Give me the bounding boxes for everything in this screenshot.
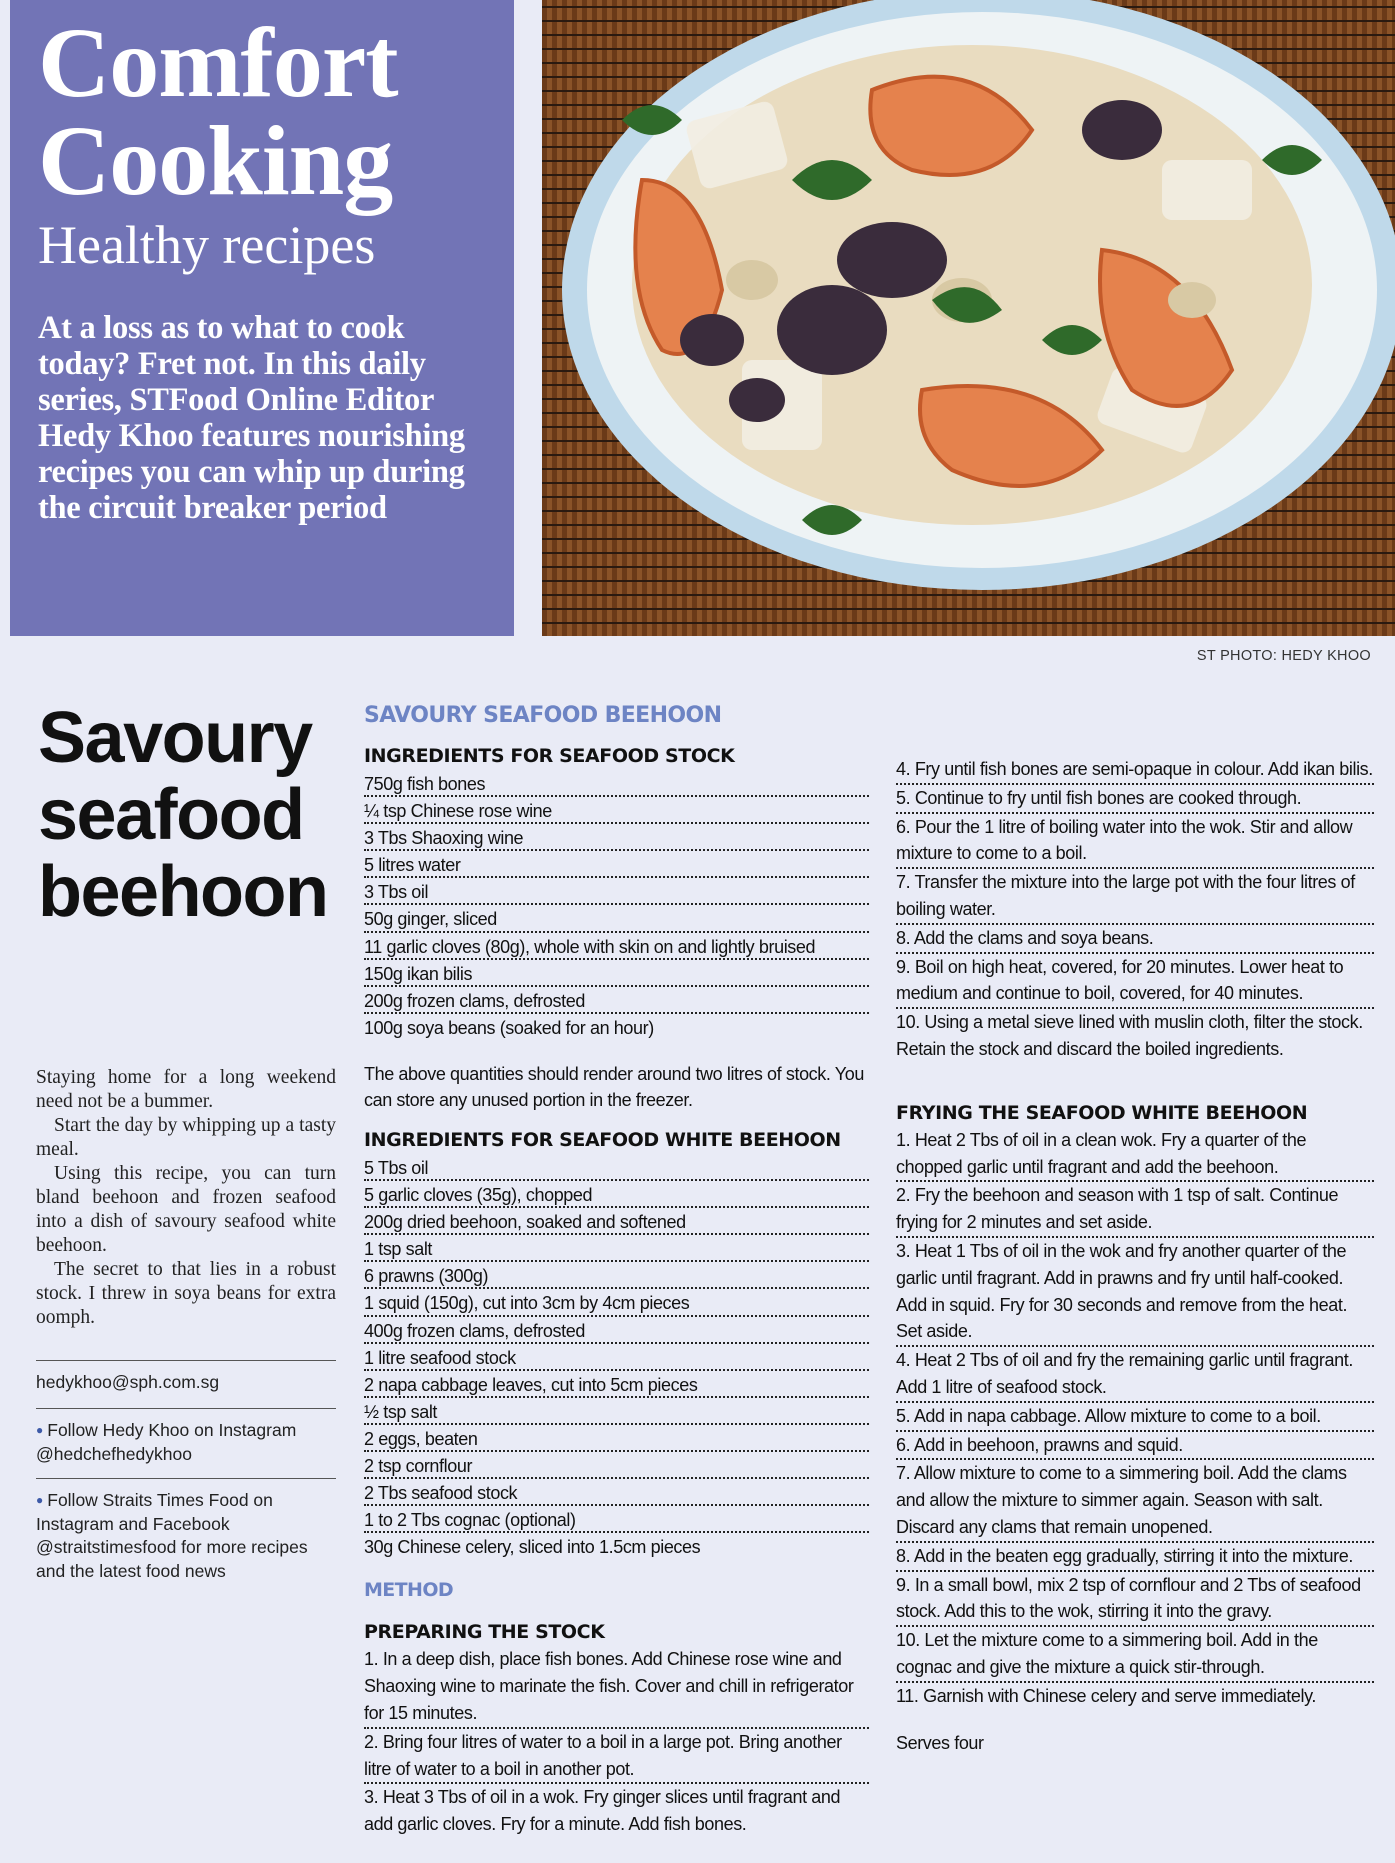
seafood-dish-illustration	[542, 0, 1395, 636]
ingredient-item: 2 napa cabbage leaves, cut into 5cm pieces	[364, 1371, 869, 1398]
series-banner	[10, 0, 514, 636]
ingredient-item: 3 Tbs Shaoxing wine	[364, 824, 869, 851]
serves: Serves four	[896, 1732, 984, 1753]
hero-photo	[542, 0, 1395, 636]
ingredient-item: 200g frozen clams, defrosted	[364, 987, 869, 1014]
ingredient-item: 100g soya beans (soaked for an hour)	[364, 1017, 654, 1038]
lede-paragraph: The secret to that lies in a robust stock. I threw in soya beans for extra oomph.	[36, 1259, 336, 1328]
stock-ingredients-list	[364, 770, 869, 1041]
method-step: 9. Boil on high heat, covered, for 20 minutes. Lower heat to medium and continue to boil, covered, for 40 minutes.	[896, 954, 1374, 1010]
ingredients-column	[364, 700, 869, 1835]
method-step: 6. Pour the 1 litre of boiling water into the wok. Stir and allow mixture to come to a boil.	[896, 814, 1374, 870]
beehoon-ingredients-list	[364, 1154, 869, 1560]
preparing-heading: PREPARING THE STOCK	[364, 1621, 605, 1644]
banner-subtitle: Healthy recipes	[38, 215, 376, 275]
photo-credit: ST PHOTO: HEDY KHOO	[1196, 648, 1371, 664]
lede-paragraph: Using this recipe, you can turn bland beehoon and frozen seafood into a dish of savoury seafood white beehoon.	[36, 1163, 336, 1256]
stock-steps-mid	[364, 1646, 869, 1835]
stock-note: The above quantities should render around two litres of stock. You can store any unused portion in the freezer.	[364, 1063, 864, 1111]
method-step: 3. Heat 3 Tbs of oil in a wok. Fry ginger slices until fragrant and add garlic cloves. Fry for a minute. Add fish bones.	[364, 1787, 841, 1835]
ingredient-item: 2 tsp cornflour	[364, 1452, 869, 1479]
method-step: 8. Add in the beaten egg gradually, stirring it into the mixture.	[896, 1543, 1374, 1572]
method-step: 10. Using a metal sieve lined with muslin cloth, filter the stock. Retain the stock and discard the boiled ingredients.	[896, 1012, 1363, 1059]
ingredient-item: 1 to 2 Tbs cognac (optional)	[364, 1506, 869, 1533]
lede-text	[36, 1066, 336, 1330]
method-step: 5. Add in napa cabbage. Allow mixture to come to a boil.	[896, 1403, 1374, 1432]
ingredient-item: 2 eggs, beaten	[364, 1425, 869, 1452]
bullet-icon: ●	[36, 1423, 44, 1437]
method-step: 2. Bring four litres of water to a boil in a large pot. Bring another litre of water to a boil in another pot.	[364, 1729, 869, 1785]
method-step: 10. Let the mixture come to a simmering boil. Add in the cognac and give the mixture a quick stir-through.	[896, 1627, 1374, 1683]
frying-heading: FRYING THE SEAFOOD WHITE BEEHOON	[896, 1101, 1308, 1124]
beehoon-heading: INGREDIENTS FOR SEAFOOD WHITE BEEHOON	[364, 1128, 841, 1151]
ingredient-item: 50g ginger, sliced	[364, 905, 869, 932]
section-title: SAVOURY SEAFOOD BEEHOON	[364, 703, 722, 728]
ingredient-item: 1 litre seafood stock	[364, 1344, 869, 1371]
ingredient-item: 5 garlic cloves (35g), chopped	[364, 1181, 869, 1208]
method-step: 3. Heat 1 Tbs of oil in the wok and fry another quarter of the garlic until fragrant. Add in prawns and fry until half-cooked. Add in squid. Fry for 30 seconds and remove from the heat. Set aside.	[896, 1238, 1374, 1347]
banner-intro: At a loss as to what to cook today? Fret not. In this daily series, STFood Online Editor Hedy Khoo features nourishing recipes you can whip up during the circuit breaker period	[38, 310, 465, 526]
ingredient-item: 1 squid (150g), cut into 3cm by 4cm pieces	[364, 1289, 869, 1316]
ingredient-item: 750g fish bones	[364, 770, 869, 797]
ingredient-item: 2 Tbs seafood stock	[364, 1479, 869, 1506]
bullet-icon: ●	[36, 1493, 44, 1507]
ingredient-item: 6 prawns (300g)	[364, 1262, 869, 1289]
ingredient-item: 3 Tbs oil	[364, 878, 869, 905]
lede-paragraph: Start the day by whipping up a tasty meal.	[36, 1115, 336, 1160]
lede-paragraph: Staying home for a long weekend need not be a bummer.	[36, 1067, 336, 1112]
ingredient-item: 150g ikan bilis	[364, 960, 869, 987]
ingredient-item: ½ tsp salt	[364, 1398, 869, 1425]
method-step: 1. In a deep dish, place fish bones. Add Chinese rose wine and Shaoxing wine to marinate the fish. Cover and chill in refrigerator for 15 minutes.	[364, 1646, 869, 1728]
follow-author-text: Follow Hedy Khoo on Instagram @hedchefhedykhoo	[36, 1420, 297, 1464]
method-step: 2. Fry the beehoon and season with 1 tsp of salt. Continue frying for 2 minutes and set aside.	[896, 1182, 1374, 1238]
ingredient-item: 5 litres water	[364, 851, 869, 878]
intro-column	[36, 1066, 336, 1595]
ingredient-item: ¼ tsp Chinese rose wine	[364, 797, 869, 824]
method-step: 7. Allow mixture to come to a simmering boil. Add the clams and allow the mixture to simmer again. Season with salt. Discard any clams that remain unopened.	[896, 1460, 1374, 1542]
method-column	[896, 756, 1374, 1756]
frying-steps	[896, 1127, 1374, 1710]
method-step: 8. Add the clams and soya beans.	[896, 925, 1374, 954]
ingredient-item: 1 tsp salt	[364, 1235, 869, 1262]
stock-heading: INGREDIENTS FOR SEAFOOD STOCK	[364, 745, 735, 767]
method-step: 4. Heat 2 Tbs of oil and fry the remaining garlic until fragrant. Add 1 litre of seafood stock.	[896, 1347, 1374, 1403]
stock-steps-right	[896, 756, 1374, 1063]
method-step: 11. Garnish with Chinese celery and serve immediately.	[896, 1685, 1316, 1706]
ingredient-item: 400g frozen clams, defrosted	[364, 1317, 869, 1344]
method-step: 5. Continue to fry until fish bones are cooked through.	[896, 785, 1374, 814]
method-heading: METHOD	[364, 1579, 454, 1602]
author-email[interactable]: hedykhoo@sph.com.sg	[36, 1372, 220, 1392]
method-step: 4. Fry until fish bones are semi-opaque in colour. Add ikan bilis.	[896, 756, 1374, 785]
method-step: 9. In a small bowl, mix 2 tsp of cornflour and 2 Tbs of seafood stock. Add this to the wok, stirring it into the gravy.	[896, 1572, 1374, 1628]
ingredient-item: 200g dried beehoon, soaked and softened	[364, 1208, 869, 1235]
banner-title-line2: Cooking	[38, 105, 393, 216]
recipe-title: Savoury seafood beehoon	[38, 698, 328, 932]
ingredient-item: 11 garlic cloves (80g), whole with skin on and lightly bruised	[364, 933, 869, 960]
method-step: 7. Transfer the mixture into the large pot with the four litres of boiling water.	[896, 869, 1374, 925]
follow-st-food-text: Follow Straits Times Food on Instagram and Facebook @straitstimesfood for more recipes and the latest food news	[36, 1490, 308, 1581]
ingredient-item: 30g Chinese celery, sliced into 1.5cm pieces	[364, 1537, 701, 1558]
ingredient-item: 5 Tbs oil	[364, 1154, 869, 1181]
banner-title-line1: Comfort	[38, 7, 398, 118]
method-step: 6. Add in beehoon, prawns and squid.	[896, 1432, 1374, 1461]
follow-author	[36, 1409, 336, 1478]
follow-st-food	[36, 1479, 336, 1595]
method-step: 1. Heat 2 Tbs of oil in a clean wok. Fry a quarter of the chopped garlic until fragrant and add the beehoon.	[896, 1127, 1374, 1183]
